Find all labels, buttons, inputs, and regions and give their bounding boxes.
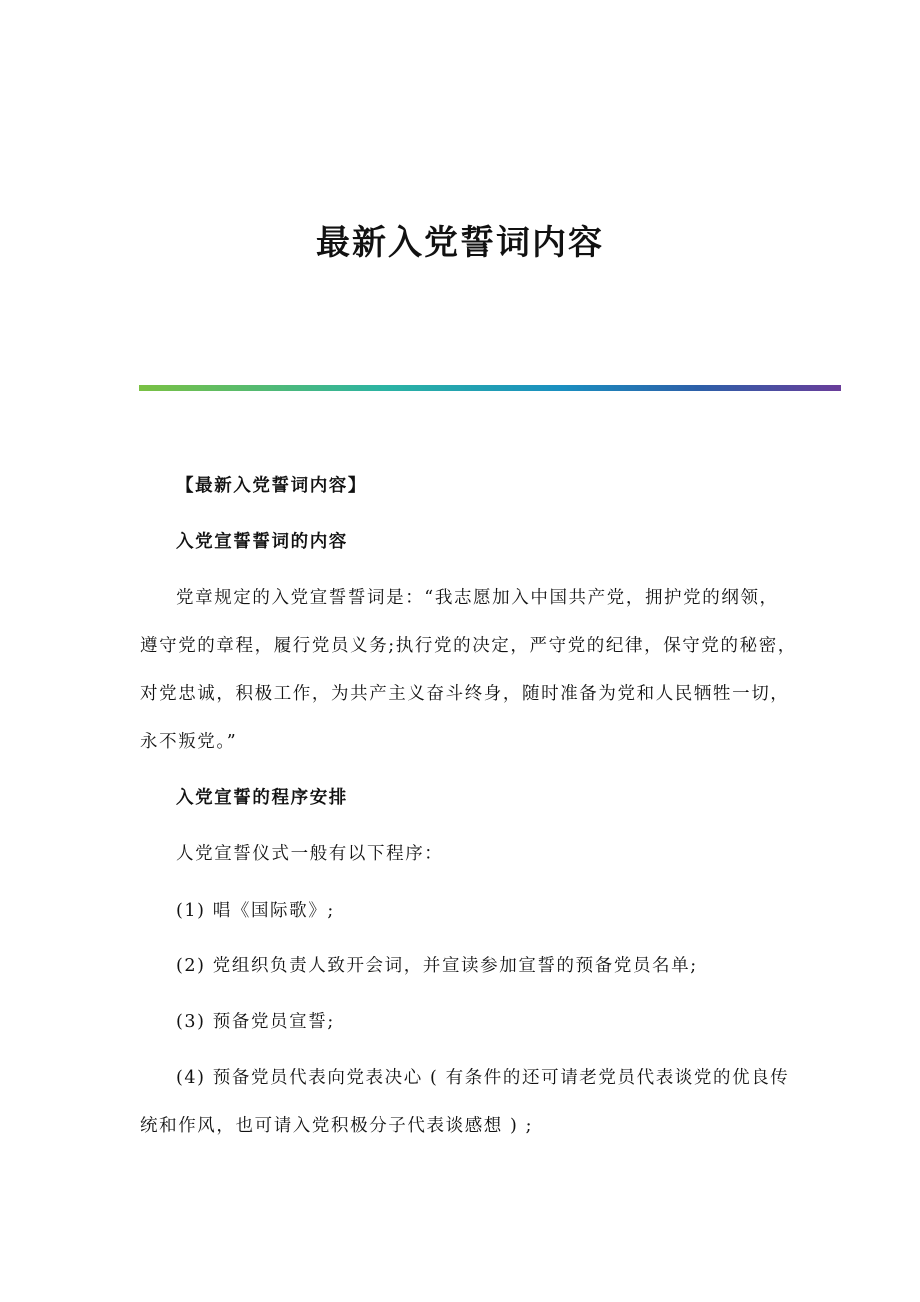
oath-line: 对党忠诚，积极工作，为共产主义奋斗终身，随时准备为党和人民牺牲一切， bbox=[140, 684, 790, 704]
procedure-step: (2) 党组织负责人致开会词，并宣读参加宣誓的预备党员名单; bbox=[176, 956, 698, 976]
oath-line: 永不叛党。” bbox=[140, 732, 238, 752]
heading-procedure: 入党宣誓的程序安排 bbox=[176, 788, 348, 808]
procedure-step-continued: 统和作风，也可请入党积极分子代表谈感想 ) ; bbox=[140, 1116, 534, 1136]
procedure-step: (3) 预备党员宣誓; bbox=[176, 1012, 335, 1032]
procedure-step: (4) 预备党员代表向党表决心 ( 有条件的还可请老党员代表谈党的优良传 bbox=[176, 1068, 790, 1088]
section-tag: 【最新入党誓词内容】 bbox=[176, 476, 367, 496]
page-title: 最新入党誓词内容 bbox=[316, 223, 604, 263]
oath-line: 党章规定的入党宣誓誓词是：“我志愿加入中国共产党，拥护党的纲领， bbox=[176, 588, 779, 608]
oath-line: 遵守党的章程，履行党员义务;执行党的决定，严守党的纪律，保守党的秘密， bbox=[140, 636, 797, 656]
procedure-intro: 人党宣誓仪式一般有以下程序： bbox=[176, 844, 444, 864]
procedure-step: (1) 唱《国际歌》; bbox=[176, 901, 335, 921]
heading-oath-content: 入党宣誓誓词的内容 bbox=[176, 532, 348, 552]
